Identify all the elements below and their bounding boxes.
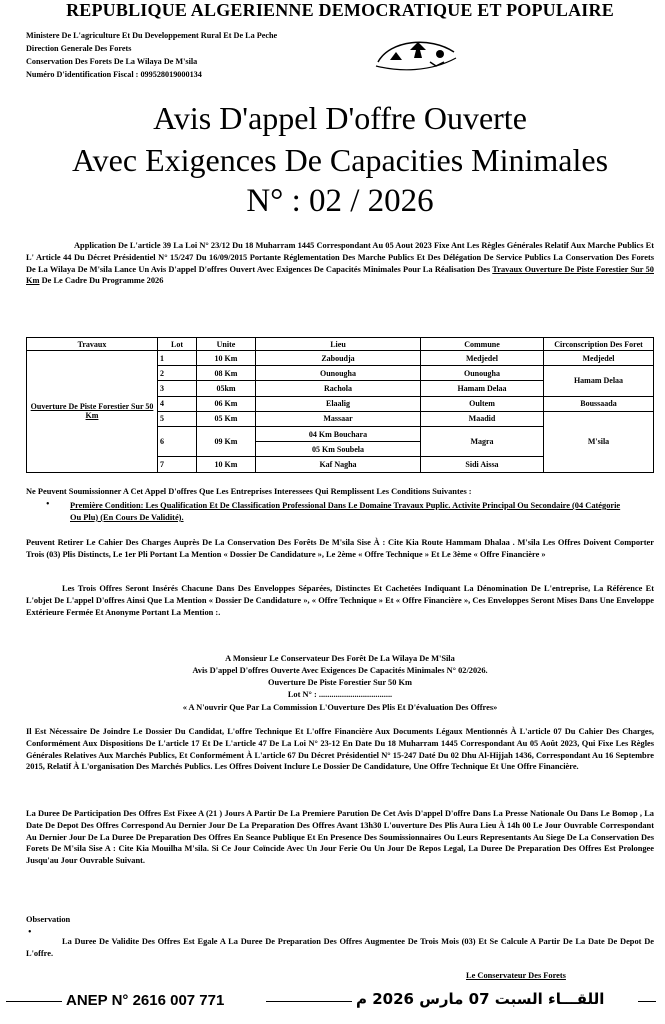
lot-cell: 7 — [158, 457, 197, 472]
publication-date: السبت 07 مارس 2026 م — [356, 990, 543, 1008]
lieu-cell: 04 Km Bouchara — [256, 426, 421, 441]
commune-cell: Oultem — [421, 396, 544, 411]
first-condition: Première Condition: Les Qualification Et De Classification Professional Dans Le Domaine Travaux Puplic. Activite Principal Ou Secondaire (04 Catégorie Ou Plu) (En Cours De Validité). — [70, 501, 621, 522]
unite-cell: 10 Km — [197, 351, 256, 366]
intro-tail: De Le Cadre Du Programme 2026 — [41, 276, 164, 286]
notice-page — [26, 0, 654, 1024]
observation-text: La Duree De Validite Des Offres Est Egale A La Duree De Preparation Des Offres Augmentee De Trois Mois (03) Et Se Calcule A Partir De La Date De Depot De L'offre. — [26, 937, 654, 958]
notice-number: N° : 02 / 2026 — [246, 183, 434, 219]
lieu-cell: Massaar — [256, 411, 421, 426]
commune-cell: Ounougha — [421, 366, 544, 381]
lieu-cell: Elaalig — [256, 396, 421, 411]
intro-paragraph — [26, 240, 654, 287]
travaux-cell: Ouverture De Piste Forestier Sur 50 Km — [27, 351, 158, 473]
lieu-cell: Zaboudja — [256, 351, 421, 366]
enveloppes-paragraph: Les Trois Offres Seront Insérés Chacune Dans Des Enveloppes Séparées, Distinctes Et Cachetées Indiquant La Dénomination De L'entreprise, La Référence Et L'objet De L'appel D'offres Ainsi Que La Mention « Dossier De Candidature », « Offre Technique » Et « Offre Financière », Ces Enveloppes Seront Mises Dans Une Enveloppe Extérieure Fermée Et Anonyme Portant La Mention :. — [26, 584, 654, 617]
lieu-cell: Rachola — [256, 381, 421, 396]
unite-cell: 05 Km — [197, 411, 256, 426]
notice-title: Avis D'appel D'offre Ouverte — [153, 100, 527, 136]
address-line-5: « A N'ouvrir Que Par La Commission L'Ouverture Des Plis Et D'évaluation Des Offres» — [182, 703, 498, 712]
col-circonscription: Circonscription Des Foret — [544, 338, 654, 351]
duree-paragraph: La Duree De Participation Des Offres Est Fixee A (21 ) Jours A Partir De La Premiere Parution De Cet Avis D'appel D'offre Dans La Presse Nationale Ou Dans Le Bomop , La Date De Depot Des Offres Correspond Au Dernier Jour De La Preparation Des Offres Avant 13h30 L'ouverture Des Plis Aura Lieu À 14h 00 Le Jour Ouvrable Correspondant Au Dernier Jour De La Duree De Preparation Des Offres En Seance Publique Et En Presence Des Soumissionnaires Ou Leurs Representants Au Siege De La Conservation Des Forets De M'sila Sise A : Cite Kia Mouilha M'sila. Si Ce Jour Coïncide Avec Un Jour Ferie Ou Un Jour De Repos Legal, La Duree De Preparation Des Offres Est Prolongee Jusqu'au Jour Ouvrable Suivant. — [26, 809, 654, 866]
commune-cell: Sidi Aissa — [421, 457, 544, 472]
col-travaux: Travaux — [27, 338, 158, 351]
commune-cell: Medjedel — [421, 351, 544, 366]
direction-line: Direction Generale Des Forets — [26, 44, 132, 53]
observation-label: Observation — [26, 915, 71, 924]
table-row — [27, 351, 654, 366]
commune-cell: Magra — [421, 426, 544, 456]
fiscal-id-line: Numéro D'identification Fiscal : 099528019000134 — [26, 70, 202, 79]
commune-cell: Hamam Delaa — [421, 381, 544, 396]
ministry-line: Ministere De L'agriculture Et Du Developpement Rural Et De La Peche — [26, 31, 278, 40]
forest-emblem-icon — [370, 32, 462, 78]
lot-cell: 4 — [158, 396, 197, 411]
address-line-3: Ouverture De Piste Forestier Sur 50 Km — [267, 678, 413, 687]
address-line-2: Avis D'appel D'offres Ouverte Avec Exigences De Capacités Minimales N° 02/2026. — [192, 666, 488, 675]
bullet-icon: • — [28, 927, 32, 938]
commune-cell: Maadid — [421, 411, 544, 426]
retrait-paragraph: Peuvent Retirer Le Cahier Des Charges Auprès De La Conservation Des Forêts De M'sila Sise À : Cite Kia Route Hammam Dhalaa . M'sila Les Offres Doivent Comporter Trois (03) Plis Distincts, Le 1er Pli Portant La Mention « Dossier De Candidature », Le 2ème « Offre Technique » Et Le 3ème « Offre Financière » — [26, 538, 654, 559]
table-header-row — [27, 338, 654, 351]
col-unite: Unite — [197, 338, 256, 351]
circ-cell: Hamam Delaa — [544, 366, 654, 396]
unite-cell: 09 Km — [197, 426, 256, 456]
intro-text: Application De L'article 39 La Loi N° 23/12 Du 18 Muharram 1445 Correspondant Au 05 Aout 2023 Fixe Ant Les Règles Générales Relatif Aux Marche Publics Et L' Article 44 Du Décret Présidentiel N° 15/247 Du 16/09/2015 Portante Réglementation Des Marche Publics Et Des Délégation De Service Publics La Conservation Des Forets De La Wilaya De M'sila Lance Un Avis D'appel D'offres Ouvert Avec Exigences De Capacités Minimales Pour La Réalisation Des — [26, 241, 654, 274]
unite-cell: 10 Km — [197, 457, 256, 472]
newspaper-name: اللقـــاء — [548, 990, 605, 1008]
col-lieu: Lieu — [256, 338, 421, 351]
address-line-4: Lot N° : ................................... — [287, 690, 393, 699]
unite-cell: 06 Km — [197, 396, 256, 411]
signature-line: Le Conservateur Des Forets — [466, 971, 566, 980]
unite-cell: 05km — [197, 381, 256, 396]
unite-cell: 08 Km — [197, 366, 256, 381]
footer-rule-left — [6, 1001, 62, 1002]
republic-heading: REPUBLIQUE ALGERIENNE DEMOCRATIQUE ET POPULAIRE — [66, 0, 614, 20]
anep-number: ANEP N° 2616 007 771 — [66, 992, 225, 1009]
notice-subtitle: Avec Exigences De Capacities Minimales — [71, 142, 609, 178]
circ-cell: M'sila — [544, 411, 654, 472]
lieu-cell: 05 Km Soubela — [256, 442, 421, 457]
necessaire-paragraph: Il Est Nécessaire De Joindre Le Dossier Du Candidat, L'offre Technique Et L'offre Financière Aux Documents Légaux Mentionnés À L'article 07 Du Cahier Des Charges, Conformément Aux Dispositions De L'article 17 Et De L'article 47 De La Loi N° 23-12 En Date Du 18 Muharram 1445 Correspondant Au 05 Août 2023, Qui Fixe Les Règles Générales Relatives Aux Marchés Publics, Et Conformément À L'article 67 Du Décret Présidentiel N° 15-247 Daté Du 02 Dhu Al-Hijjah 1436, Correspondant Au 16 Septembre 2015, Relatif À L'organisation Des Marchés Publics. Les Offres Doivent Inclure Le Dossier De Candidature, Une Offre Technique Et Une Offre Financière. — [26, 727, 654, 772]
circ-cell: Medjedel — [544, 351, 654, 366]
footer-rule-middle — [266, 1001, 352, 1002]
lot-cell: 1 — [158, 351, 197, 366]
address-line-1: A Monsieur Le Conservateur Des Forêt De La Wilaya De M'Sila — [225, 654, 455, 663]
col-commune: Commune — [421, 338, 544, 351]
lot-cell: 3 — [158, 381, 197, 396]
lot-cell: 5 — [158, 411, 197, 426]
lots-table — [26, 337, 654, 473]
col-lot: Lot — [158, 338, 197, 351]
bullet-icon: • — [46, 499, 50, 510]
footer-rule-right — [638, 1001, 656, 1002]
lot-cell: 2 — [158, 366, 197, 381]
conservation-line: Conservation Des Forets De La Wilaya De M'sila — [26, 57, 198, 66]
lot-cell: 6 — [158, 426, 197, 456]
circ-cell: Boussaada — [544, 396, 654, 411]
footer-arabic-date — [356, 990, 604, 1008]
lieu-cell: Kaf Nagha — [256, 457, 421, 472]
intro-underlined: Travaux Ouverture De Piste Forestier Sur 50 Km — [26, 264, 654, 286]
conditions-intro: Ne Peuvent Soumissionner A Cet Appel D'offres Que Les Entreprises Interessees Qui Remplissent Les Conditions Suivantes : — [26, 487, 472, 496]
lieu-cell: Ounougha — [256, 366, 421, 381]
